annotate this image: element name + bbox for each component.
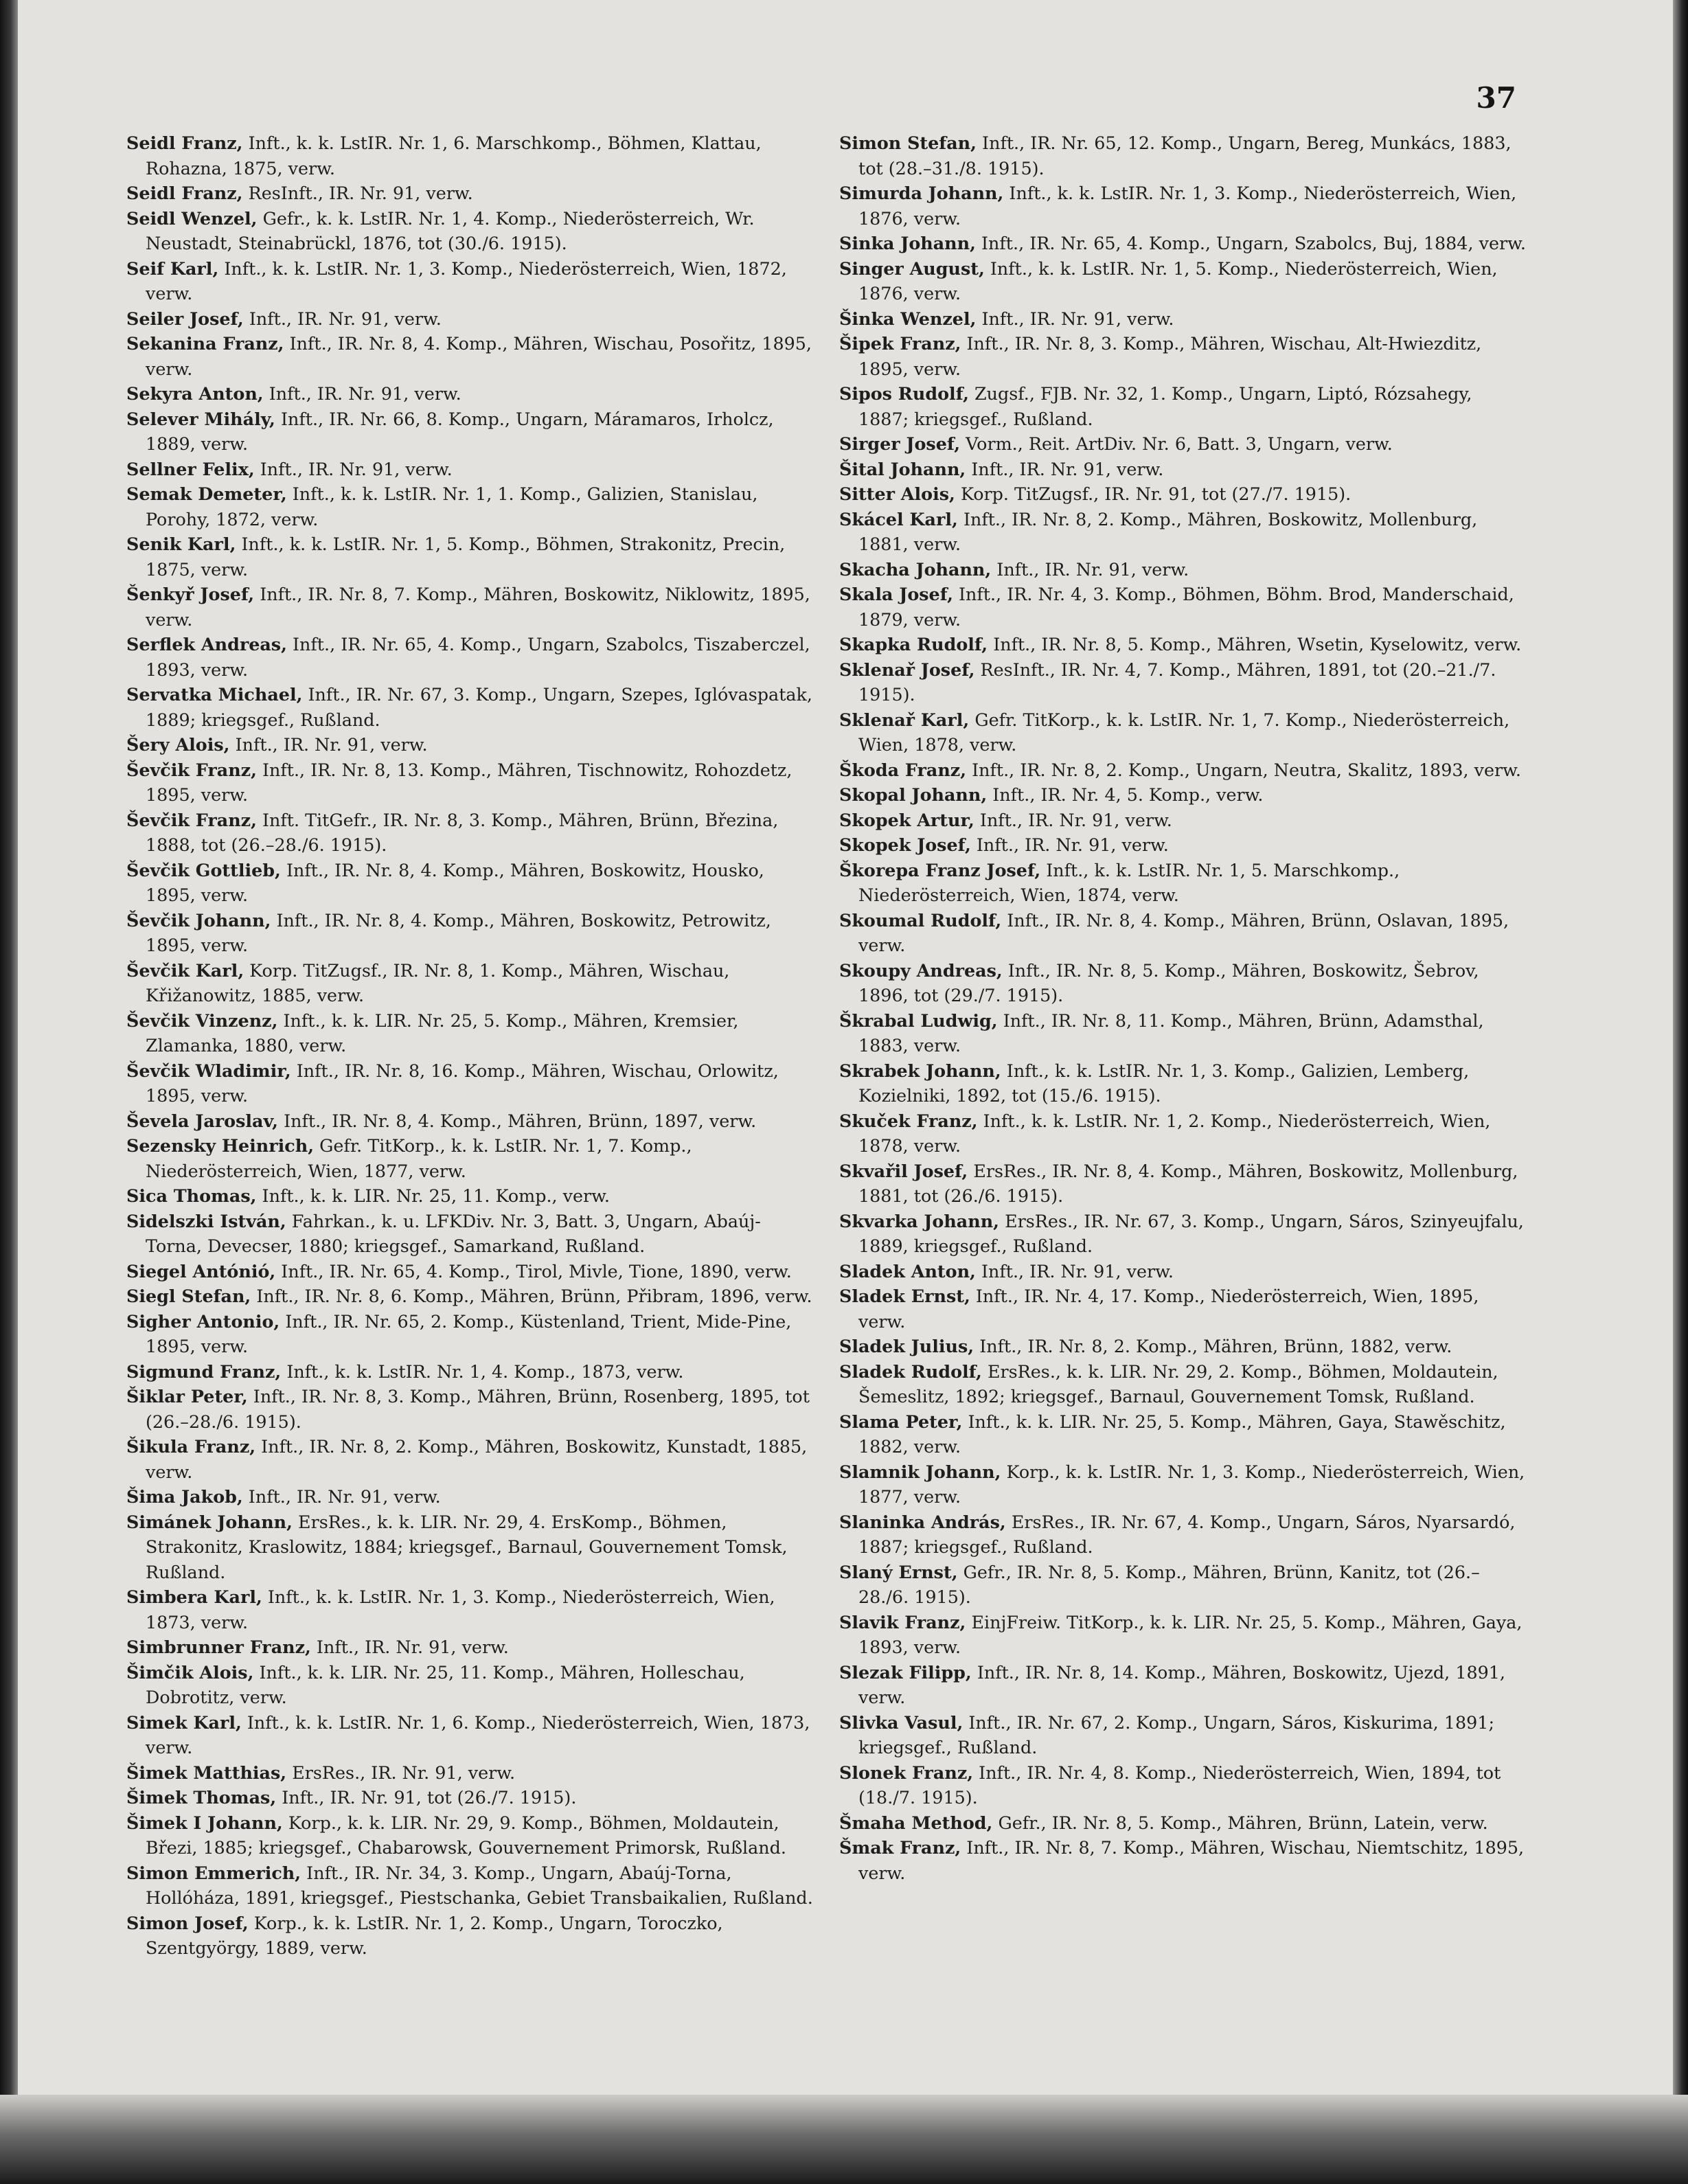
entry-details: Gefr., k. k. LstIR. Nr. 1, 4. Komp., Niederösterreich, Wr. Neustadt, Steinabrückl, 1876, tot (30./6. 1915). [146, 207, 755, 253]
entry-details: Inft., IR. Nr. 8, 14. Komp., Mähren, Boskowitz, Ujezd, 1891, verw. [858, 1661, 1506, 1707]
entry-details: Inft., IR. Nr. 4, 17. Komp., Niederösterreich, Wien, 1895, verw. [858, 1286, 1479, 1332]
entry-name: Skapka Rudolf, [839, 634, 988, 655]
entry-details: Inft. TitGefr., IR. Nr. 8, 3. Komp., Mähren, Brünn, Březina, 1888, tot (26.–28./6. 1915). [146, 809, 779, 855]
entry-details: Inft., IR. Nr. 91, verw. [976, 308, 1174, 329]
entry-details: Inft., k. k. LstIR. Nr. 1, 3. Komp., Galizien, Lemberg, Kozielniki, 1892, tot (15./6. 1915). [858, 1060, 1470, 1106]
casualty-entry [839, 958, 1526, 1008]
entry-name: Slama Peter, [839, 1411, 963, 1432]
casualty-entry [126, 306, 813, 332]
entry-name: Šery Alois, [126, 734, 230, 755]
entry-details: Inft., IR. Nr. 91, verw. [263, 383, 461, 404]
casualty-entry [839, 431, 1526, 457]
entry-name: Škorepa Franz Josef, [839, 859, 1041, 880]
entry-details: Inft., IR. Nr. 67, 2. Komp., Ungarn, Sáros, Kiskurima, 1891; kriegsgef., Rußland. [858, 1711, 1494, 1758]
casualty-entry [839, 1560, 1526, 1610]
casualty-entry [126, 1510, 813, 1585]
casualty-entry [839, 1409, 1526, 1459]
entry-details: Inft., IR. Nr. 91, verw. [975, 1260, 1174, 1282]
entry-name: Sigher Antonio, [126, 1310, 280, 1332]
entry-name: Skácel Karl, [839, 508, 958, 530]
entry-details: ResInft., IR. Nr. 4, 7. Komp., Mähren, 1891, tot (20.–21./7. 1915). [858, 659, 1496, 705]
casualty-entry [839, 1835, 1526, 1885]
casualty-entry [839, 331, 1526, 381]
entry-details: ErsRes., k. k. LIR. Nr. 29, 2. Komp., Böhmen, Moldautein, Šemeslitz, 1892; kriegsgef., Barnaul, Gouvernement Tomsk, Rußland. [858, 1361, 1498, 1407]
entry-details: Inft., IR. Nr. 8, 2. Komp., Ungarn, Neutra, Skalitz, 1893, verw. [966, 759, 1521, 780]
casualty-entry [126, 457, 813, 482]
casualty-entry [126, 331, 813, 381]
entry-name: Slavik Franz, [839, 1611, 966, 1633]
casualty-entry [126, 1309, 813, 1359]
entry-details: Gefr. TitKorp., k. k. LstIR. Nr. 1, 7. Komp., Niederösterreich, Wien, 1878, verw. [858, 709, 1510, 755]
casualty-entry [126, 1108, 813, 1134]
entry-name: Ševčik Franz, [126, 809, 257, 830]
entry-details: Inft., IR. Nr. 91, verw. [229, 734, 428, 755]
entry-name: Servatka Michael, [126, 684, 303, 705]
entry-details: Inft., k. k. LstIR. Nr. 1, 4. Komp., 1873, verw. [281, 1361, 684, 1382]
entry-name: Ševčik Karl, [126, 959, 244, 981]
entry-name: Simon Stefan, [839, 133, 977, 153]
entry-name: Semak Demeter, [126, 484, 287, 504]
entry-name: Skopek Josef, [839, 834, 971, 855]
left-column [126, 130, 813, 1961]
entry-name: Sinka Johann, [839, 233, 976, 253]
entry-details: Inft., IR. Nr. 8, 4. Komp., Mähren, Brünn, 1897, verw. [278, 1110, 757, 1131]
entry-name: Šimek I Johann, [126, 1812, 283, 1833]
entry-details: Inft., IR. Nr. 67, 3. Komp., Ungarn, Szepes, Iglóvaspatak, 1889; kriegsgef., Rußland. [146, 684, 812, 730]
entry-name: Sitter Alois, [839, 484, 955, 504]
entry-name: Skvařil Josef, [839, 1160, 968, 1181]
entry-details: Inft., IR. Nr. 4, 8. Komp., Niederösterreich, Wien, 1894, tot (18./7. 1915). [858, 1762, 1501, 1808]
entry-name: Simánek Johann, [126, 1511, 293, 1532]
entry-name: Sekanina Franz, [126, 333, 284, 354]
entry-name: Ševčik Vinzenz, [126, 1010, 278, 1031]
casualty-entry [126, 407, 813, 457]
entry-name: Sladek Rudolf, [839, 1361, 982, 1382]
entry-details: Inft., IR. Nr. 91, tot (26./7. 1915). [276, 1787, 577, 1808]
entry-details: Inft., IR. Nr. 8, 4. Komp., Mähren, Brünn, Oslavan, 1895, verw. [858, 909, 1509, 955]
casualty-entry [839, 1209, 1526, 1259]
entry-details: Inft., IR. Nr. 8, 5. Komp., Mähren, Boskowitz, Šebrov, 1896, tot (29./7. 1915). [858, 959, 1479, 1005]
entry-details: Inft., IR. Nr. 65, 4. Komp., Ungarn, Szabolcs, Tiszaberczel, 1893, verw. [146, 634, 810, 680]
entry-details: Inft., IR. Nr. 8, 3. Komp., Mähren, Brünn, Rosenberg, 1895, tot (26.–28./6. 1915). [146, 1386, 810, 1432]
entry-name: Simon Josef, [126, 1912, 249, 1933]
entry-name: Sirger Josef, [839, 433, 961, 454]
entry-details: ErsRes., IR. Nr. 8, 4. Komp., Mähren, Boskowitz, Mollenburg, 1881, tot (26./6. 1915). [858, 1160, 1518, 1206]
casualty-entry [126, 1284, 813, 1309]
entry-details: Inft., IR. Nr. 8, 7. Komp., Mähren, Wischau, Niemtschitz, 1895, verw. [858, 1837, 1525, 1883]
entry-name: Simbrunner Franz, [126, 1637, 311, 1657]
entry-details: ErsRes., IR. Nr. 91, verw. [286, 1762, 516, 1783]
entry-details: Inft., IR. Nr. 91, verw. [991, 558, 1189, 580]
entry-details: Inft., IR. Nr. 8, 6. Komp., Mähren, Brünn, Přibram, 1896, verw. [251, 1286, 812, 1306]
casualty-entry [126, 1911, 813, 1961]
casualty-entry [126, 1660, 813, 1710]
entry-details: Fahrkan., k. u. LFKDiv. Nr. 3, Batt. 3, Ungarn, Abaúj-Torna, Devecser, 1880; kriegsgef., Samarkand, Rußland. [146, 1210, 761, 1256]
entry-name: Senik Karl, [126, 534, 236, 554]
entry-details: Gefr., IR. Nr. 8, 5. Komp., Mähren, Brünn, Kanitz, tot (26.–28./6. 1915). [858, 1561, 1480, 1607]
casualty-entry [839, 481, 1526, 507]
casualty-entry [126, 1584, 813, 1635]
entry-name: Slezak Filipp, [839, 1661, 972, 1683]
casualty-entry [839, 1259, 1526, 1284]
right-column [839, 130, 1526, 1885]
entry-details: Inft., k. k. LstIR. Nr. 1, 5. Marschkomp., Niederösterreich, Wien, 1874, verw. [858, 859, 1400, 905]
entry-details: Inft., k. k. LstIR. Nr. 1, 3. Komp., Niederösterreich, Wien, 1873, verw. [146, 1586, 775, 1633]
entry-name: Skuček Franz, [839, 1110, 978, 1131]
casualty-entry [839, 832, 1526, 858]
entry-name: Šimek Thomas, [126, 1787, 277, 1808]
entry-name: Seidl Franz, [126, 183, 243, 203]
casualty-entry [839, 1058, 1526, 1108]
entry-details: Gefr., IR. Nr. 8, 5. Komp., Mähren, Brünn, Latein, verw. [992, 1812, 1488, 1833]
entry-details: Inft., IR. Nr. 65, 12. Komp., Ungarn, Bereg, Munkács, 1883, tot (28.–31./8. 1915). [858, 133, 1512, 179]
casualty-entry [126, 381, 813, 407]
entry-name: Sigmund Franz, [126, 1361, 282, 1382]
casualty-entry [126, 1760, 813, 1786]
casualty-entry [126, 582, 813, 632]
entry-details: Korp., k. k. LstIR. Nr. 1, 3. Komp., Niederösterreich, Wien, 1877, verw. [858, 1461, 1525, 1507]
casualty-entry [839, 256, 1526, 306]
entry-details: Inft., IR. Nr. 8, 5. Komp., Mähren, Wsetin, Kyselowitz, verw. [988, 634, 1522, 655]
casualty-entry [839, 1810, 1526, 1836]
entry-name: Šmaha Method, [839, 1812, 993, 1833]
entry-details: Korp., k. k. LIR. Nr. 29, 9. Komp., Böhmen, Moldautein, Březi, 1885; kriegsgef., Chabarowsk, Gouvernement Primorsk, Rußland. [146, 1812, 786, 1858]
entry-details: Inft., k. k. LstIR. Nr. 1, 2. Komp., Niederösterreich, Wien, 1878, verw. [858, 1110, 1491, 1156]
entry-name: Slonek Franz, [839, 1762, 974, 1783]
entry-name: Šiklar Peter, [126, 1386, 248, 1407]
casualty-entry [126, 1484, 813, 1510]
entry-name: Slaninka András, [839, 1511, 1006, 1532]
entry-details: ResInft., IR. Nr. 91, verw. [242, 183, 473, 203]
entry-details: Inft., IR. Nr. 65, 4. Komp., Tirol, Mivle, Tione, 1890, verw. [275, 1260, 792, 1282]
entry-details: Inft., IR. Nr. 8, 13. Komp., Mähren, Tischnowitz, Rohozdetz, 1895, verw. [146, 759, 792, 805]
casualty-entry [839, 306, 1526, 332]
entry-name: Sladek Ernst, [839, 1286, 970, 1306]
entry-details: ErsRes., k. k. LIR. Nr. 29, 4. ErsKomp., Böhmen, Strakonitz, Kraslowitz, 1884; kriegsgef., Barnaul, Gouvernement Tomsk, Rußland. [146, 1511, 788, 1582]
casualty-entry [839, 1108, 1526, 1159]
entry-name: Šipek Franz, [839, 333, 961, 354]
casualty-entry [126, 908, 813, 958]
casualty-entry [126, 1434, 813, 1484]
casualty-entry [839, 808, 1526, 833]
entry-details: Vorm., Reit. ArtDiv. Nr. 6, Batt. 3, Ungarn, verw. [960, 433, 1393, 454]
entry-name: Singer August, [839, 258, 985, 279]
casualty-entry [126, 256, 813, 306]
entry-details: Inft., k. k. LstIR. Nr. 1, 5. Komp., Niederösterreich, Wien, 1876, verw. [858, 258, 1498, 304]
casualty-entry [839, 557, 1526, 582]
casualty-entry [839, 381, 1526, 431]
entry-name: Sipos Rudolf, [839, 383, 969, 404]
entry-details: Inft., k. k. LIR. Nr. 25, 5. Komp., Mähren, Gaya, Stawěschitz, 1882, verw. [858, 1411, 1506, 1457]
entry-details: Inft., k. k. LstIR. Nr. 1, 6. Marschkomp., Böhmen, Klattau, Rohazna, 1875, verw. [146, 133, 762, 179]
casualty-entry [839, 908, 1526, 958]
entry-details: Inft., IR. Nr. 8, 11. Komp., Mähren, Brünn, Adamsthal, 1883, verw. [858, 1010, 1484, 1056]
casualty-entry [839, 632, 1526, 657]
entry-name: Sladek Anton, [839, 1260, 976, 1282]
entry-name: Ševčik Gottlieb, [126, 859, 281, 880]
casualty-entry [126, 1209, 813, 1259]
entry-name: Šenkyř Josef, [126, 584, 255, 604]
entry-details: EinjFreiw. TitKorp., k. k. LIR. Nr. 25, 5. Komp., Mähren, Gaya, 1893, verw. [858, 1611, 1522, 1657]
casualty-entry [839, 782, 1526, 808]
entry-name: Seidl Franz, [126, 133, 243, 153]
entry-details: Inft., IR. Nr. 65, 4. Komp., Ungarn, Szabolcs, Buj, 1884, verw. [975, 233, 1526, 253]
entry-details: Inft., k. k. LstIR. Nr. 1, 6. Komp., Niederösterreich, Wien, 1873, verw. [146, 1711, 810, 1758]
casualty-entry [839, 1459, 1526, 1510]
casualty-entry [126, 1710, 813, 1760]
casualty-entry [126, 1008, 813, 1058]
entry-name: Sklenař Karl, [839, 709, 970, 730]
entry-name: Sidelszki István, [126, 1210, 286, 1231]
entry-name: Simurda Johann, [839, 183, 1004, 203]
casualty-entry [839, 507, 1526, 557]
entry-details: Inft., IR. Nr. 34, 3. Komp., Ungarn, Abaúj-Torna, Hollóháza, 1891, kriegsgef., Piestschanka, Gebiet Transbaikalien, Rußland. [146, 1862, 813, 1908]
casualty-entry [126, 1058, 813, 1108]
entry-details: Inft., IR. Nr. 91, verw. [970, 834, 1169, 855]
page-edge-right [1673, 0, 1688, 2184]
casualty-entry [126, 1133, 813, 1183]
entry-details: Inft., IR. Nr. 91, verw. [974, 809, 1172, 830]
entry-details: Korp. TitZugsf., IR. Nr. 8, 1. Komp., Mähren, Wischau, Křižanowitz, 1885, verw. [146, 959, 730, 1005]
entry-name: Škoda Franz, [839, 759, 967, 780]
entry-name: Simbera Karl, [126, 1586, 262, 1607]
entry-name: Sekyra Anton, [126, 383, 264, 404]
casualty-entry [839, 1334, 1526, 1359]
casualty-entry [839, 181, 1526, 231]
entry-details: Inft., k. k. LIR. Nr. 25, 11. Komp., Mähren, Holleschau, Dobrotitz, verw. [146, 1661, 745, 1707]
casualty-entry [126, 532, 813, 582]
casualty-entry [839, 707, 1526, 758]
casualty-entry [126, 1259, 813, 1284]
casualty-entry [126, 732, 813, 758]
casualty-entry [126, 1384, 813, 1434]
casualty-entry [126, 1785, 813, 1810]
entry-name: Skopek Artur, [839, 809, 974, 830]
casualty-entry [126, 130, 813, 181]
entry-details: Inft., IR. Nr. 8, 2. Komp., Mähren, Boskowitz, Kunstadt, 1885, verw. [146, 1436, 808, 1482]
entry-name: Slamnik Johann, [839, 1461, 1001, 1482]
entry-details: Korp., k. k. LstIR. Nr. 1, 2. Komp., Ungarn, Toroczko, Szentgyörgy, 1889, verw. [146, 1912, 723, 1958]
casualty-entry [839, 1710, 1526, 1760]
entry-name: Serflek Andreas, [126, 634, 287, 655]
casualty-entry [839, 1760, 1526, 1810]
entry-name: Sellner Felix, [126, 458, 255, 479]
entry-details: Inft., IR. Nr. 8, 2. Komp., Mähren, Boskowitz, Mollenburg, 1881, verw. [858, 508, 1478, 554]
entry-name: Seif Karl, [126, 258, 219, 279]
casualty-entry [839, 1008, 1526, 1058]
entry-name: Škrabal Ludwig, [839, 1010, 998, 1031]
entry-name: Ševčik Wladimir, [126, 1060, 291, 1081]
casualty-entry [126, 1810, 813, 1861]
casualty-entry [839, 1359, 1526, 1409]
entry-name: Slaný Ernst, [839, 1561, 958, 1582]
entry-name: Skala Josef, [839, 584, 953, 604]
page-number: 37 [1476, 81, 1516, 115]
entry-name: Šinka Wenzel, [839, 308, 977, 329]
entry-name: Skopal Johann, [839, 784, 988, 805]
entry-name: Seidl Wenzel, [126, 207, 258, 229]
entry-details: Inft., k. k. LIR. Nr. 25, 11. Komp., verw. [256, 1185, 610, 1206]
entry-name: Skacha Johann, [839, 558, 992, 580]
casualty-entry [839, 858, 1526, 908]
casualty-entry [126, 1183, 813, 1209]
entry-name: Skvarka Johann, [839, 1210, 1000, 1231]
casualty-entry [839, 1510, 1526, 1560]
entry-details: Inft., IR. Nr. 8, 7. Komp., Mähren, Boskowitz, Niklowitz, 1895, verw. [146, 584, 810, 630]
entry-details: Inft., IR. Nr. 8, 2. Komp., Mähren, Brünn, 1882, verw. [974, 1336, 1452, 1356]
book-spine-shadow [0, 0, 18, 2184]
entry-details: Inft., IR. Nr. 66, 8. Komp., Ungarn, Máramaros, Irholcz, 1889, verw. [146, 408, 774, 454]
entry-details: Inft., IR. Nr. 91, verw. [254, 458, 453, 479]
casualty-entry [839, 130, 1526, 181]
entry-name: Ševela Jaroslav, [126, 1110, 279, 1131]
entry-name: Šimčik Alois, [126, 1661, 254, 1683]
casualty-entry [839, 1284, 1526, 1334]
casualty-entry [126, 206, 813, 256]
casualty-entry [126, 1861, 813, 1911]
casualty-entry [126, 1635, 813, 1660]
casualty-entry [839, 457, 1526, 482]
entry-details: Inft., IR. Nr. 8, 4. Komp., Mähren, Wischau, Posořitz, 1895, verw. [146, 333, 812, 379]
entry-name: Skoupy Andreas, [839, 959, 1003, 981]
casualty-entry [126, 481, 813, 532]
entry-details: Inft., IR. Nr. 4, 3. Komp., Böhmen, Böhm. Brod, Manderschaid, 1879, verw. [858, 584, 1514, 630]
entry-details: Inft., k. k. LstIR. Nr. 1, 3. Komp., Niederösterreich, Wien, 1872, verw. [146, 258, 787, 304]
entry-details: Inft., IR. Nr. 8, 4. Komp., Mähren, Boskowitz, Housko, 1895, verw. [146, 859, 764, 905]
entry-details: Inft., k. k. LstIR. Nr. 1, 5. Komp., Böhmen, Strakonitz, Precin, 1875, verw. [146, 534, 786, 580]
entry-name: Siegl Stefan, [126, 1286, 251, 1306]
entry-details: Inft., IR. Nr. 8, 4. Komp., Mähren, Boskowitz, Petrowitz, 1895, verw. [146, 909, 771, 955]
casualty-entry [126, 181, 813, 206]
entry-name: Simek Karl, [126, 1711, 242, 1733]
entry-details: Inft., IR. Nr. 4, 5. Komp., verw. [987, 784, 1264, 805]
casualty-entry [126, 758, 813, 808]
entry-name: Skrabek Johann, [839, 1060, 1001, 1081]
entry-details: Inft., IR. Nr. 8, 3. Komp., Mähren, Wischau, Alt-Hwiezditz, 1895, verw. [858, 333, 1482, 379]
entry-name: Šital Johann, [839, 458, 966, 479]
entry-name: Seiler Josef, [126, 308, 244, 329]
entry-name: Selever Mihály, [126, 408, 275, 429]
entry-details: Korp. TitZugsf., IR. Nr. 91, tot (27./7. 1915). [955, 484, 1351, 504]
casualty-entry [839, 231, 1526, 256]
entry-name: Siegel Antónió, [126, 1260, 276, 1282]
entry-details: Inft., IR. Nr. 91, verw. [310, 1637, 509, 1657]
casualty-entry [126, 682, 813, 732]
entry-details: Inft., k. k. LstIR. Nr. 1, 1. Komp., Galizien, Stanislau, Porohy, 1872, verw. [146, 484, 758, 530]
casualty-entry [839, 1159, 1526, 1209]
entry-details: Gefr. TitKorp., k. k. LstIR. Nr. 1, 7. Komp., Niederösterreich, Wien, 1877, verw. [146, 1135, 692, 1181]
page-edge-bottom [0, 2095, 1688, 2184]
entry-details: Inft., IR. Nr. 8, 16. Komp., Mähren, Wischau, Orlowitz, 1895, verw. [146, 1060, 779, 1106]
entry-details: Zugsf., FJB. Nr. 32, 1. Komp., Ungarn, Liptó, Rózsahegy, 1887; kriegsgef., Rußland. [858, 383, 1472, 429]
entry-details: Inft., IR. Nr. 91, verw. [966, 458, 1164, 479]
entry-details: Inft., IR. Nr. 65, 2. Komp., Küstenland, Trient, Mide-Pine, 1895, verw. [146, 1310, 792, 1356]
casualty-entry [839, 657, 1526, 707]
entry-details: ErsRes., IR. Nr. 67, 3. Komp., Ungarn, Sáros, Szinyeujfalu, 1889, kriegsgef., Rußland. [858, 1210, 1524, 1256]
casualty-entry [839, 582, 1526, 632]
entry-name: Slivka Vasul, [839, 1711, 963, 1733]
entry-name: Ševčik Franz, [126, 759, 257, 780]
entry-name: Skoumal Rudolf, [839, 909, 1002, 931]
casualty-entry [126, 958, 813, 1008]
casualty-entry [126, 808, 813, 858]
entry-details: Inft., k. k. LstIR. Nr. 1, 3. Komp., Niederösterreich, Wien, 1876, verw. [858, 183, 1517, 229]
entry-name: Šikula Franz, [126, 1436, 256, 1457]
entry-details: ErsRes., IR. Nr. 67, 4. Komp., Ungarn, Sáros, Nyarsardó, 1887; kriegsgef., Rußland. [858, 1511, 1516, 1557]
entry-name: Šima Jakob, [126, 1486, 243, 1507]
casualty-entry [839, 758, 1526, 783]
entry-name: Sica Thomas, [126, 1185, 257, 1206]
entry-name: Simon Emmerich, [126, 1862, 301, 1883]
entry-name: Sklenař Josef, [839, 659, 975, 680]
entry-details: Inft., k. k. LIR. Nr. 25, 5. Komp., Mähren, Kremsier, Zlamanka, 1880, verw. [146, 1010, 739, 1056]
entry-name: Sezensky Heinrich, [126, 1135, 315, 1156]
entry-name: Šmak Franz, [839, 1837, 961, 1858]
casualty-entry [839, 1660, 1526, 1710]
casualty-entry [126, 1359, 813, 1385]
entry-details: Inft., IR. Nr. 91, verw. [243, 308, 442, 329]
casualty-entry [839, 1610, 1526, 1660]
entry-name: Sladek Julius, [839, 1336, 974, 1356]
entry-name: Šimek Matthias, [126, 1762, 287, 1783]
casualty-entry [126, 632, 813, 682]
entry-name: Ševčik Johann, [126, 909, 271, 931]
entry-details: Inft., IR. Nr. 91, verw. [242, 1486, 441, 1507]
casualty-entry [126, 858, 813, 908]
